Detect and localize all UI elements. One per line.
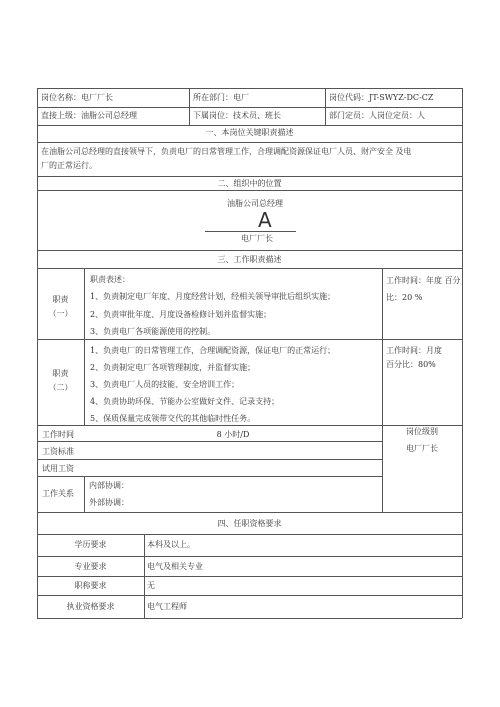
duty2-number: （二） (48, 383, 73, 392)
row-line (37, 576, 462, 577)
direct-superior: 直接上级：油脂公司总经理 (41, 111, 137, 120)
row-line (37, 595, 462, 596)
col-line (144, 534, 145, 618)
duty2-time: 工作时间：月度 (386, 346, 442, 355)
department: 所在部门：电厂 (193, 93, 249, 102)
row-line (37, 512, 462, 513)
row-line (37, 441, 382, 442)
col-line (189, 88, 190, 125)
row-line (37, 142, 462, 143)
duty1-item: 2、负责审批年度、月度设备检修计划并监督实施； (90, 310, 272, 319)
col-line (325, 88, 326, 125)
grade-label: 岗位级别 (406, 427, 438, 436)
row-line (37, 618, 462, 619)
qualification-label: 专业要求 (74, 562, 107, 571)
col-line (84, 476, 85, 512)
section2-title: 二、组织中的位置 (217, 179, 282, 188)
staff-quota: 部门定员：人岗位定员：人 (329, 111, 425, 120)
row-line (37, 534, 462, 535)
work-hours-value: 8 小时/D (216, 430, 250, 439)
col-line (382, 268, 383, 512)
org-connector-line (205, 231, 296, 232)
qualification-value: 电气及相关专业 (147, 562, 203, 571)
qualification-value: 无 (147, 581, 155, 590)
row-line (37, 339, 462, 340)
org-current-post: 电厂厂长 (241, 234, 273, 243)
row-line (37, 268, 462, 269)
row-line (37, 476, 382, 477)
row-line (37, 88, 462, 89)
key-duty-line1: 在油脂公司总经理的直接领导下，负责电厂的日常管理工作，合理调配资源保证电厂人员、财产安全 及电 (41, 147, 412, 156)
trial-salary-label: 试用工资 (42, 464, 74, 473)
duty1-item: 职责表述： (90, 275, 130, 284)
duty2-item: 2、负责制定电厂各项管理制度，并监督实施； (90, 363, 256, 372)
duty1-label: 职责 (52, 295, 69, 304)
qualification-value: 本科及以上。 (147, 540, 195, 549)
duty2-ratio: 百分比：80% (386, 360, 436, 369)
row-line (37, 556, 462, 557)
subordinate-posts: 下属岗位：技术员、班长 (193, 111, 281, 120)
row-line (37, 459, 382, 460)
section1-title: 一、本岗位关键职责描述 (205, 128, 294, 137)
duty1-number: （一） (48, 309, 73, 318)
duty2-label: 职责 (52, 369, 69, 378)
duty1-ratio: 比：20 % (386, 293, 423, 302)
qualification-value: 电气工程师 (147, 602, 187, 611)
external-coordination: 外部协调： (89, 498, 129, 507)
row-line (37, 190, 462, 191)
section3-title: 三、工作职责描述 (217, 255, 282, 264)
duty2-item: 1、负责电厂的日常管理工作，合理调配资源，保证电厂的正常运行； (90, 346, 336, 355)
right-border (462, 88, 463, 618)
section4-title: 四、任职资格要求 (217, 519, 282, 528)
duty2-item: 5、保质保量完成领带交代的其他临时性任务。 (90, 414, 256, 423)
qualification-label: 职称要求 (74, 581, 107, 590)
col-line (84, 268, 85, 425)
row-line (37, 176, 462, 177)
duty2-item: 4、负责协助环保、节能办公室做好文件、记录支持； (90, 397, 280, 406)
work-hours-label: 工作时间 (42, 430, 74, 439)
row-line (37, 250, 462, 251)
post-code: 岗位代码：JT-SWYZ-DC-CZ (329, 93, 434, 102)
internal-coordination: 内部协调： (89, 481, 129, 490)
salary-label: 工资标准 (42, 447, 74, 456)
grade-value: 电厂厂长 (406, 444, 438, 453)
duty1-item: 3、负责电厂各项能源使用的控制。 (90, 327, 216, 336)
qualification-label: 学历要求 (74, 540, 107, 549)
relations-label: 工作关系 (42, 489, 74, 498)
duty1-time: 工作时间：年度 百分 (386, 276, 461, 285)
row-line (37, 107, 462, 108)
post-name: 岗位名称：电厂厂长 (41, 93, 113, 102)
duty1-item: 1、负责制定电厂年度、月度经营计划，经相关领导审批后组织实施； (90, 292, 336, 301)
row-line (37, 125, 462, 126)
qualification-label: 执业资格要求 (66, 602, 115, 611)
duty2-item: 3、负责电厂人员的技能、安全培训工作； (90, 380, 240, 389)
org-chart-mark: A (258, 208, 272, 232)
key-duty-line2: 厂的正常运行。 (41, 161, 97, 170)
org-superior: 油脂公司总经理 (227, 199, 283, 208)
